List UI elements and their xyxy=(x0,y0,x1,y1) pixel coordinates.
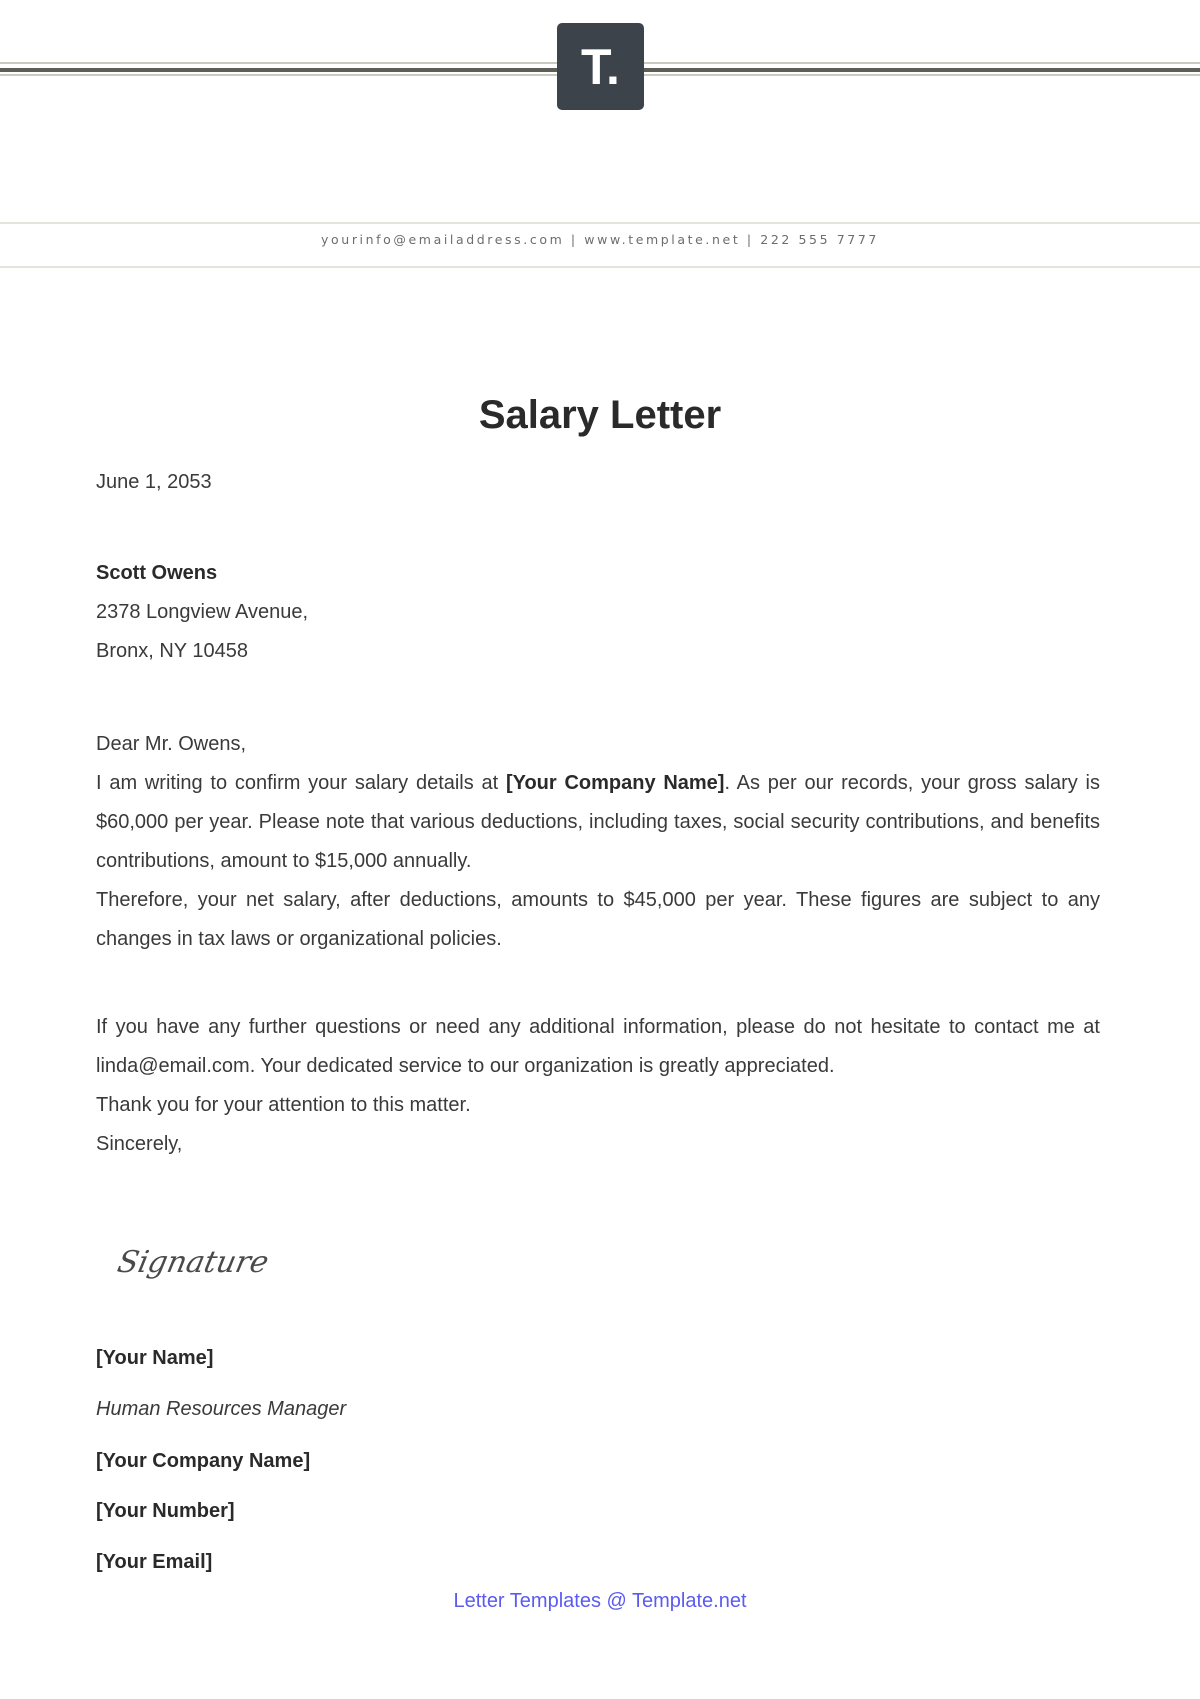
salutation: Dear Mr. Owens, xyxy=(96,733,247,755)
letter-date: June 1, 2053 xyxy=(96,471,212,493)
recipient-address-line2: Bronx, NY 10458 xyxy=(96,640,248,662)
letter-templates-link[interactable]: Letter Templates xyxy=(453,1590,601,1612)
recipient-block xyxy=(96,554,1100,671)
paragraph-net-salary: Therefore, your net salary, after deductions, amounts to $45,000 per year. These figures are subject to any changes in tax laws or organizational policies. xyxy=(96,889,1100,950)
sender-company: [Your Company Name] xyxy=(96,1450,311,1472)
contact-band-bottom-line xyxy=(0,266,1200,268)
paragraph-contact: If you have any further questions or need any additional information, please do not hesitate to contact me at linda@email.com. Your dedicated service to our organization is greatly appreciated. xyxy=(96,1016,1100,1077)
sender-role: Human Resources Manager xyxy=(96,1398,347,1420)
template-logo xyxy=(557,23,644,110)
sender-name: [Your Name] xyxy=(96,1347,214,1369)
signature: Signature xyxy=(114,1245,272,1280)
sender-number: [Your Number] xyxy=(96,1500,235,1522)
letter-body-part1 xyxy=(96,725,1100,959)
contact-line: yourinfo@emailaddress.com | www.template.net | 222 555 7777 xyxy=(321,232,879,247)
paragraph1-after: . As per our records, your gross salary is $60,000 per year. Please note that various deductions, including taxes, social security contributions, and benefits contributions, amount to $15,000 annually. xyxy=(96,772,1100,872)
paragraph-salary-details xyxy=(96,764,1100,881)
paragraph1-before: I am writing to confirm your salary details at xyxy=(96,772,506,794)
sender-email: [Your Email] xyxy=(96,1551,213,1573)
footer-credit xyxy=(0,1590,1200,1613)
thanks-line: Thank you for your attention to this matter. xyxy=(96,1094,471,1116)
recipient-address-line1: 2378 Longview Avenue, xyxy=(96,601,309,623)
company-placeholder: [Your Company Name] xyxy=(505,772,725,794)
template-net-link[interactable]: Template.net xyxy=(632,1590,747,1612)
contact-band-top-line xyxy=(0,222,1200,224)
recipient-name: Scott Owens xyxy=(96,562,218,584)
letter-title: Salary Letter xyxy=(478,393,722,437)
footer-separator: @ xyxy=(600,1590,633,1612)
letter-body-part2 xyxy=(96,1008,1100,1164)
valediction: Sincerely, xyxy=(96,1133,183,1155)
logo-letter: T. xyxy=(581,38,620,95)
